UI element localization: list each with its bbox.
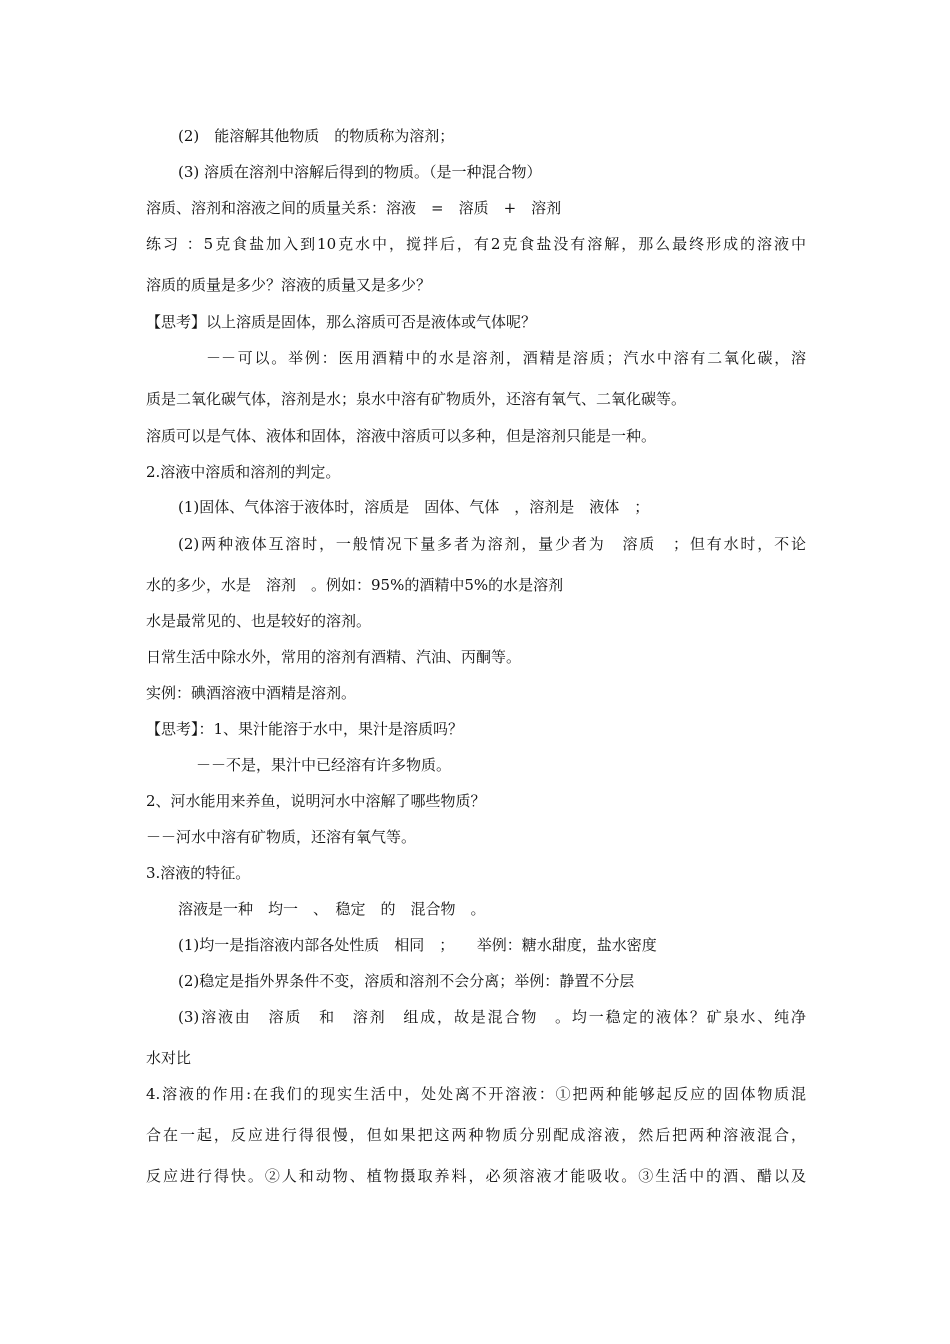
- text-line: －－河水中溶有矿物质，还溶有氧气等。: [146, 828, 417, 846]
- text-line: 【思考】：1、果汁能溶于水中，果汁是溶质吗？: [146, 720, 464, 738]
- text-line: 练习 ：5克食盐加入到10克水中，搅拌后，有2克食盐没有溶解，那么最终形成的溶液中: [146, 235, 806, 253]
- text-line: (3) 溶质在溶剂中溶解后得到的物质。（是一种混合物）: [178, 163, 542, 181]
- text-line: 实例：碘酒溶液中酒精是溶剂。: [146, 684, 357, 702]
- text-line: 合在一起，反应进行得很慢，但如果把这两种物质分别配成溶液，然后把两种溶液混合，: [146, 1126, 806, 1144]
- text-line: 日常生活中除水外，常用的溶剂有酒精、汽油、丙酮等。: [146, 648, 522, 666]
- text-line: 反应进行得快。②人和动物、植物摄取养料，必须溶液才能吸收。③生活中的酒、醋以及: [146, 1167, 806, 1185]
- text-line: (1)固体、气体溶于液体时，溶质是 固体、气体 ，溶剂是 液体 ；: [178, 498, 650, 516]
- text-line: 水对比: [146, 1049, 192, 1067]
- text-line: 水的多少，水是 溶剂 。例如：95%的酒精中5%的水是溶剂: [146, 576, 564, 594]
- text-line: (2)稳定是指外界条件不变，溶质和溶剂不会分离；举例：静置不分层: [178, 972, 635, 990]
- text-line: 水是最常见的、也是较好的溶剂。: [146, 612, 372, 630]
- text-line: －－不是，果汁中已经溶有许多物质。: [196, 756, 452, 774]
- text-line: －－可以。举例：医用酒精中的水是溶剂，酒精是溶质；汽水中溶有二氧化碳，溶: [206, 349, 806, 367]
- text-line: 溶液是一种 均一 、 稳定 的 混合物 。: [178, 900, 486, 918]
- text-line: 溶质、溶剂和溶液之间的质量关系：溶液 = 溶质 + 溶剂: [146, 199, 562, 217]
- text-line: 【思考】以上溶质是固体，那么溶质可否是液体或气体呢？: [146, 313, 537, 331]
- text-line: (1)均一是指溶液内部各处性质 相同 ； 举例：糖水甜度，盐水密度: [178, 936, 657, 954]
- text-line: 溶质的质量是多少？溶液的质量又是多少？: [146, 276, 432, 294]
- text-line: 2.溶液中溶质和溶剂的判定。: [146, 463, 341, 481]
- text-line: 溶质可以是气体、液体和固体，溶液中溶质可以多种，但是溶剂只能是一种。: [146, 427, 657, 445]
- text-line: (2)两种液体互溶时，一般情况下量多者为溶剂，量少者为 溶质 ；但有水时，不论: [178, 535, 806, 553]
- text-line: 质是二氧化碳气体，溶剂是水；泉水中溶有矿物质外，还溶有氧气、二氧化碳等。: [146, 390, 687, 408]
- text-line: 2、河水能用来养鱼，说明河水中溶解了哪些物质？: [146, 792, 486, 810]
- text-line: 3.溶液的特征。: [146, 864, 251, 882]
- text-line: (3)溶液由 溶质 和 溶剂 组成，故是混合物 。均一稳定的液体？矿泉水、纯净: [178, 1008, 806, 1026]
- text-line: (2) 能溶解其他物质 的物质称为溶剂；: [178, 127, 455, 145]
- text-line: 4.溶液的作用:在我们的现实生活中，处处离不开溶液：①把两种能够起反应的固体物质混: [146, 1085, 806, 1103]
